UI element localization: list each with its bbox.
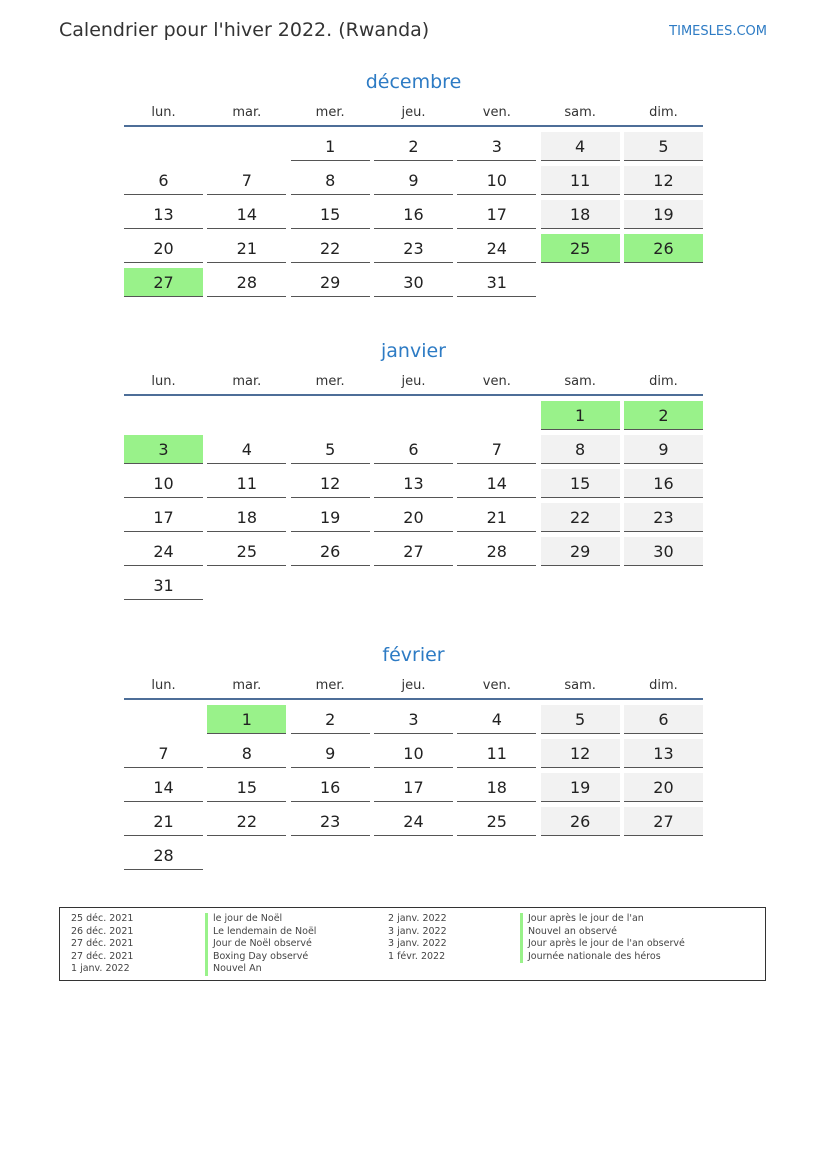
day-cell: 13 [624,739,703,768]
day-cell: 28 [457,537,536,566]
weekday-label: mer. [315,678,345,693]
day-cell: 4 [541,132,620,161]
day-cell: 14 [124,773,203,802]
day-cell: 5 [541,705,620,734]
month-1 [124,336,703,600]
legend-date: 27 déc. 2021 [71,950,134,962]
day-cell: 28 [207,268,286,297]
day-cell: 12 [541,739,620,768]
day-cell: 21 [207,234,286,263]
day-cell: 23 [374,234,453,263]
legend-holiday-name: Nouvel An [205,963,316,976]
holiday-legend [59,907,766,981]
day-cell: 3 [457,132,536,161]
day-cell: 9 [374,166,453,195]
day-cell: 19 [624,200,703,229]
weekday-label: mer. [315,374,345,389]
day-cell: 29 [291,268,370,297]
page-title: Calendrier pour l'hiver 2022. (Rwanda) [59,19,430,41]
site-link[interactable]: TIMESLES.COM [669,24,767,39]
weekday-label: jeu. [401,374,426,389]
weekday-label: ven. [482,374,511,389]
holiday-day-cell: 25 [541,234,620,263]
day-cell: 6 [374,435,453,464]
day-cell: 31 [457,268,536,297]
day-cell: 22 [541,503,620,532]
empty-cell [124,132,203,161]
day-cell: 10 [457,166,536,195]
day-cell: 26 [541,807,620,836]
month-title: février [382,644,445,666]
weekday-label: dim. [649,105,678,120]
weekday-label: jeu. [401,678,426,693]
day-cell: 7 [124,739,203,768]
weekday-label: sam. [564,678,596,693]
weekday-label: sam. [564,105,596,120]
day-cell: 6 [124,166,203,195]
legend-date: 3 janv. 2022 [388,938,447,949]
day-cell: 15 [291,200,370,229]
day-cell: 15 [541,469,620,498]
weekday-label: lun. [151,374,176,389]
day-cell: 25 [207,537,286,566]
holiday-day-cell: 26 [624,234,703,263]
legend-date: 2 janv. 2022 [388,913,447,924]
day-cell: 18 [207,503,286,532]
month-title: décembre [365,71,462,93]
day-cell: 27 [374,537,453,566]
day-cell: 20 [374,503,453,532]
weekday-label: lun. [151,105,176,120]
legend-holiday-name: le jour de Noël [205,913,316,926]
day-cell: 5 [291,435,370,464]
month-2 [124,640,703,870]
day-cell: 15 [207,773,286,802]
day-cell: 10 [124,469,203,498]
weekday-label: mar. [232,678,262,693]
day-cell: 7 [207,166,286,195]
day-cell: 4 [207,435,286,464]
day-cell: 19 [541,773,620,802]
day-cell: 4 [457,705,536,734]
day-grid [124,705,703,870]
day-cell: 13 [124,200,203,229]
day-cell: 21 [124,807,203,836]
weekday-label: jeu. [401,105,426,120]
day-cell: 22 [207,807,286,836]
empty-cell [124,705,203,734]
day-cell: 8 [541,435,620,464]
day-cell: 11 [207,469,286,498]
day-cell: 9 [624,435,703,464]
holiday-day-cell: 3 [124,435,203,464]
day-grid [124,132,703,297]
day-cell: 16 [374,200,453,229]
day-cell: 2 [374,132,453,161]
weekday-label: sam. [564,374,596,389]
legend-dates-left [71,913,133,976]
day-cell: 30 [624,537,703,566]
day-cell: 1 [291,132,370,161]
legend-date: 27 déc. 2021 [71,938,134,949]
day-cell: 25 [457,807,536,836]
weekday-label: mar. [232,374,262,389]
day-cell: 9 [291,739,370,768]
legend-holiday-name: Jour de Noël observé [205,938,316,951]
day-cell: 7 [457,435,536,464]
legend-names-right [520,913,685,963]
day-cell: 2 [291,705,370,734]
day-cell: 11 [541,166,620,195]
empty-cell [207,132,286,161]
day-cell: 17 [457,200,536,229]
day-grid [124,401,703,600]
legend-date: 1 févr. 2022 [388,950,446,962]
legend-holiday-name: Le lendemain de Noël [205,926,316,939]
legend-date: 1 janv. 2022 [71,963,130,974]
day-cell: 12 [624,166,703,195]
day-cell: 8 [207,739,286,768]
day-cell: 3 [374,705,453,734]
day-cell: 5 [624,132,703,161]
day-cell: 22 [291,234,370,263]
day-cell: 14 [207,200,286,229]
day-cell: 23 [624,503,703,532]
day-cell: 18 [541,200,620,229]
legend-holiday-name: Jour après le jour de l'an [520,913,685,926]
empty-cell [457,401,536,430]
day-cell: 20 [624,773,703,802]
empty-cell [207,401,286,430]
day-cell: 29 [541,537,620,566]
month-0 [124,67,703,297]
day-cell: 19 [291,503,370,532]
legend-date: 25 déc. 2021 [71,913,134,924]
day-cell: 17 [374,773,453,802]
legend-date: 26 déc. 2021 [71,925,134,937]
legend-dates-right [388,913,447,963]
day-cell: 8 [291,166,370,195]
day-cell: 11 [457,739,536,768]
day-cell: 28 [124,841,203,870]
legend-holiday-name: Jour après le jour de l'an observé [520,938,685,951]
day-cell: 27 [624,807,703,836]
legend-holiday-name: Nouvel an observé [520,926,685,939]
day-cell: 10 [374,739,453,768]
weekday-header [124,101,703,125]
holiday-day-cell: 27 [124,268,203,297]
legend-holiday-name: Boxing Day observé [205,951,316,964]
weekday-label: ven. [482,678,511,693]
empty-cell [291,401,370,430]
empty-cell [124,401,203,430]
day-cell: 17 [124,503,203,532]
weekday-label: lun. [151,678,176,693]
day-cell: 13 [374,469,453,498]
weekday-header [124,674,703,698]
month-title: janvier [381,340,446,362]
header-rule [124,394,703,396]
empty-cell [374,401,453,430]
day-cell: 24 [124,537,203,566]
holiday-day-cell: 1 [541,401,620,430]
weekday-label: ven. [482,105,511,120]
day-cell: 14 [457,469,536,498]
weekday-label: dim. [649,678,678,693]
day-cell: 16 [291,773,370,802]
day-cell: 18 [457,773,536,802]
weekday-label: mar. [232,105,262,120]
day-cell: 26 [291,537,370,566]
holiday-day-cell: 1 [207,705,286,734]
day-cell: 12 [291,469,370,498]
day-cell: 21 [457,503,536,532]
weekday-label: mer. [315,105,345,120]
header-rule [124,125,703,127]
day-cell: 23 [291,807,370,836]
day-cell: 30 [374,268,453,297]
holiday-day-cell: 2 [624,401,703,430]
weekday-header [124,370,703,394]
day-cell: 20 [124,234,203,263]
header-rule [124,698,703,700]
day-cell: 24 [374,807,453,836]
day-cell: 31 [124,571,203,600]
day-cell: 16 [624,469,703,498]
weekday-label: dim. [649,374,678,389]
day-cell: 24 [457,234,536,263]
day-cell: 6 [624,705,703,734]
legend-date: 3 janv. 2022 [388,925,447,937]
legend-names-left [205,913,316,976]
legend-holiday-name: Journée nationale des héros [520,951,685,964]
